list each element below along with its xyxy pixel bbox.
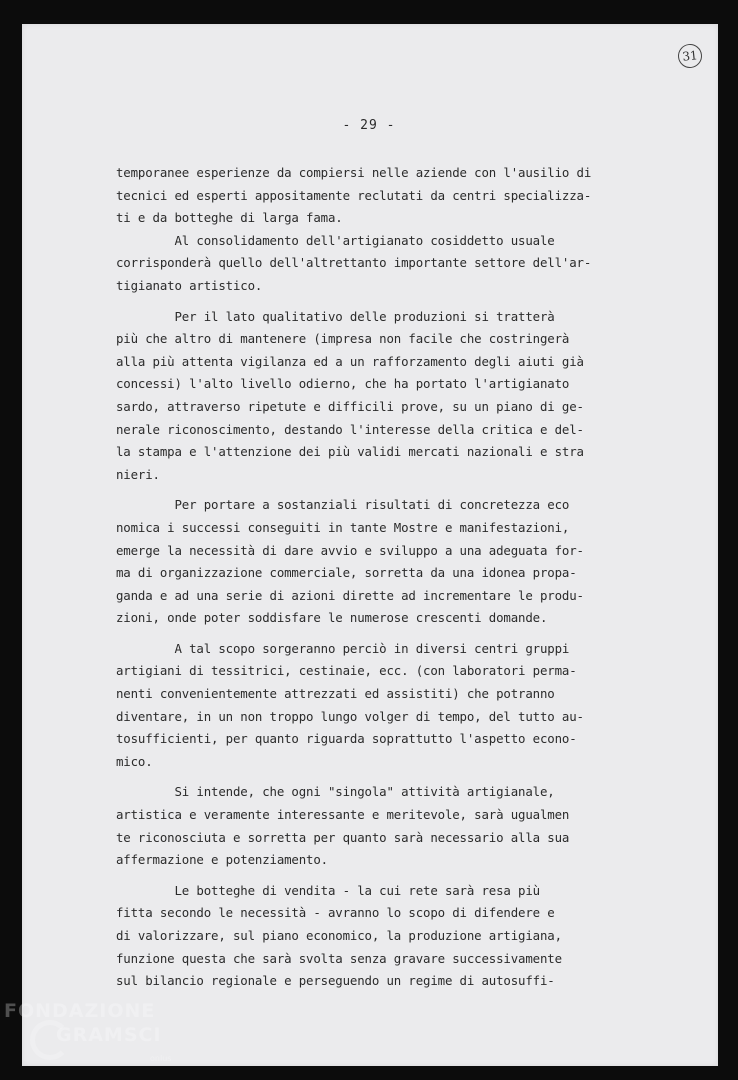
text-line: ti e da botteghe di larga fama. — [116, 210, 343, 226]
text-line: ganda e ad una serie di azioni dirette ad incrementare le produ- — [116, 587, 584, 603]
text-line: Per il lato qualitativo delle produzioni si tratterà — [116, 308, 555, 324]
watermark-line1: FONDAZIONE — [4, 1000, 156, 1022]
text-line: diventare, in un non troppo lungo volger di tempo, del tutto au- — [116, 708, 584, 724]
text-line: A tal scopo sorgeranno perciò in diversi centri gruppi — [116, 640, 570, 656]
text-line: nomica i successi conseguiti in tante Mostre e manifestazioni, — [116, 519, 570, 535]
text-line: nieri. — [116, 466, 160, 482]
text-line: affermazione e potenziamento. — [116, 852, 328, 868]
fondazione-gramsci-watermark — [4, 998, 184, 1078]
folio-number: 31 — [681, 48, 699, 64]
text-line: artigiani di tessitrici, cestinaie, ecc. (con laboratori perma- — [116, 663, 577, 679]
text-line: Si intende, che ogni "singola" attività artigianale, — [116, 784, 555, 800]
text-line: mico. — [116, 753, 153, 769]
text-line: di valorizzare, sul piano economico, la produzione artigiana, — [116, 928, 562, 943]
page-number: - 29 - — [342, 118, 396, 133]
text-line: la stampa e l'attenzione dei più validi mercati nazionali e stra — [116, 444, 584, 460]
text-line: Al consolidamento dell'artigianato cosiddetto usuale — [116, 232, 555, 248]
typewritten-text — [116, 162, 656, 993]
text-line: emerge la necessità di dare avvio e sviluppo a una adeguata for- — [116, 542, 584, 558]
text-line: tecnici ed esperti appositamente reclutati da centri specializza- — [116, 187, 592, 203]
text-line: sul bilancio regionale e perseguendo un regime di autosuffi- — [116, 973, 555, 989]
text-line: te riconosciuta e sorretta per quanto sarà necessario alla sua — [116, 829, 570, 845]
text-line: artistica e veramente interessante e meritevole, sarà ugualmen — [116, 807, 570, 823]
text-line: tigianato artistico. — [116, 277, 263, 293]
text-line: Le botteghe di vendita - la cui rete sarà resa più — [116, 882, 540, 898]
text-line: concessi) l'alto livello odierno, che ha portato l'artigianato — [116, 376, 570, 392]
text-line: sardo, attraverso ripetute e difficili prove, su un piano di ge- — [116, 398, 584, 414]
text-line: zioni, onde poter soddisfare le numerose crescenti domande. — [116, 610, 548, 626]
text-line: temporanee esperienze da compiersi nelle aziende con l'ausilio di — [116, 165, 592, 180]
text-line: nerale riconoscimento, destando l'interesse della critica e del- — [116, 421, 584, 437]
text-line: più che altro di mantenere (impresa non facile che costringerà — [116, 331, 570, 347]
text-line: tosufficienti, per quanto riguarda soprattutto l'aspetto econo- — [116, 731, 577, 747]
text-line: alla più attenta vigilanza ed a un rafforzamento degli aiuti già — [116, 353, 584, 369]
text-line: Per portare a sostanziali risultati di concretezza eco — [116, 497, 570, 513]
text-line: nenti convenientemente attrezzati ed assistiti) che potranno — [116, 686, 555, 702]
text-line: funzione questa che sarà svolta senza gravare successivamente — [116, 950, 562, 966]
watermark-line2: GRAMSCI — [56, 1024, 162, 1046]
text-line: ma di organizzazione commerciale, sorretta da una idonea propa- — [116, 565, 577, 581]
watermark-suffix: onlus — [150, 1054, 172, 1063]
text-line: corrisponderà quello dell'altrettanto importante settore dell'ar- — [116, 255, 592, 271]
text-line: fitta secondo le necessità - avranno lo scopo di difendere e — [116, 905, 555, 921]
